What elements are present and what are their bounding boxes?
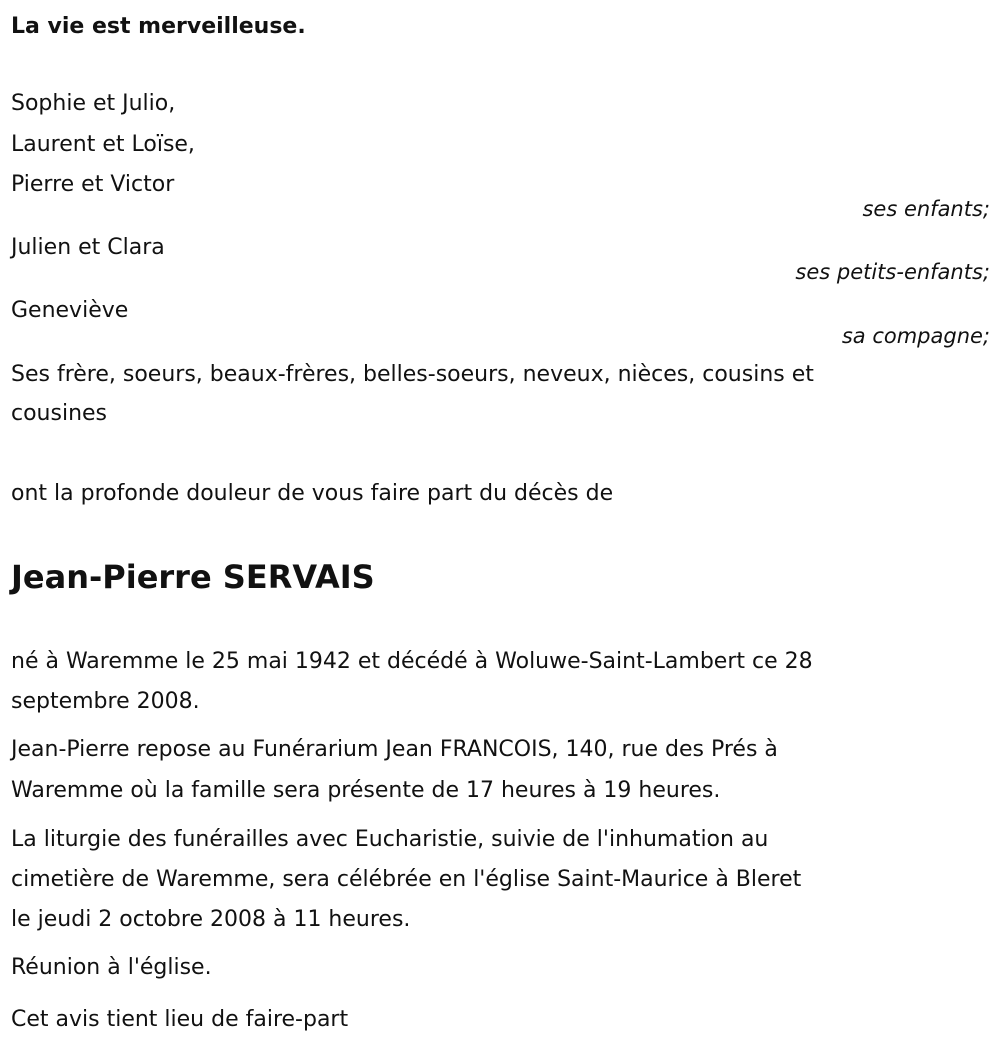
funeral-line: La liturgie des funérailles avec Eucharistie, suivie de l'inhumation au — [11, 827, 769, 852]
children-line: Pierre et Victor — [11, 172, 175, 197]
grandchildren: Julien et Clara — [11, 235, 165, 260]
rest-line: Jean-Pierre repose au Funérarium Jean FRANCOIS, 140, rue des Prés à — [11, 737, 778, 762]
announcement: ont la profonde douleur de vous faire part du décès de — [11, 481, 614, 506]
rest-line: Waremme où la famille sera présente de 17 heures à 19 heures. — [11, 778, 721, 803]
closing: Cet avis tient lieu de faire-part — [11, 1007, 349, 1032]
funeral-line: cimetière de Waremme, sera célébrée en l'église Saint-Maurice à Bleret — [11, 867, 802, 892]
children-role: ses enfants; — [862, 197, 990, 221]
relatives-line: cousines — [11, 401, 108, 426]
partner-role: sa compagne; — [841, 324, 990, 348]
partner: Geneviève — [11, 298, 129, 323]
children-line: Sophie et Julio, — [11, 91, 176, 116]
deceased-name: Jean-Pierre SERVAIS — [11, 558, 375, 596]
birth-death-line: septembre 2008. — [11, 689, 200, 714]
children-line: Laurent et Loïse, — [11, 132, 195, 157]
relatives-line: Ses frère, soeurs, beaux-frères, belles-soeurs, neveux, nièces, cousins et — [11, 362, 814, 387]
birth-death-line: né à Waremme le 25 mai 1942 et décédé à Woluwe-Saint-Lambert ce 28 — [11, 649, 813, 674]
motto: La vie est merveilleuse. — [11, 14, 306, 39]
meeting: Réunion à l'église. — [11, 955, 212, 980]
grandchildren-role: ses petits-enfants; — [795, 260, 990, 284]
funeral-line: le jeudi 2 octobre 2008 à 11 heures. — [11, 907, 411, 932]
